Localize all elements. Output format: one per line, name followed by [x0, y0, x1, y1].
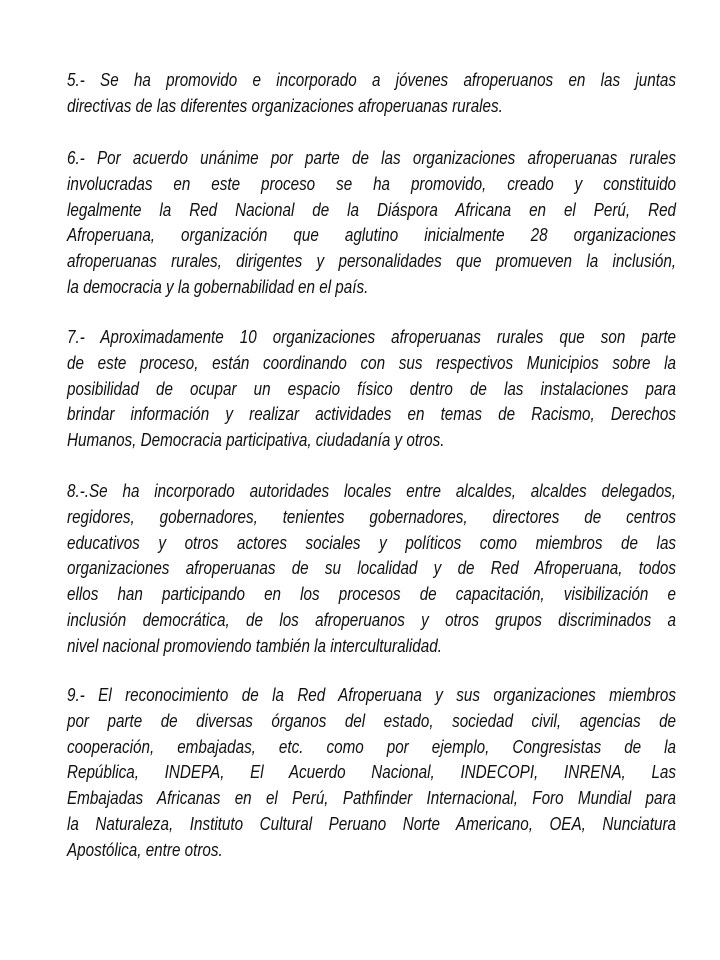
- paragraph-8: [67, 478, 676, 659]
- text-line: afroperuanas rurales, dirigentes y personalidades que promueven la inclusión,: [67, 250, 677, 272]
- text-line: cooperación, embajadas, etc. como por ejemplo, Congresistas de la: [67, 735, 677, 757]
- text-line: posibilidad de ocupar un espacio físico dentro de las instalaciones para: [67, 377, 677, 399]
- text-line: 8.-.Se ha incorporado autoridades locales entre alcaldes, alcaldes delegados,: [67, 480, 677, 501]
- text-line: brindar información y realizar actividades en temas de Racismo, Derechos: [67, 403, 677, 425]
- text-line: República, INDEPA, El Acuerdo Nacional, INDECOPI, INRENA, Las: [67, 761, 677, 783]
- text-line: educativos y otros actores sociales y políticos como miembros de las: [67, 531, 677, 553]
- paragraph-7: [67, 324, 676, 453]
- text-line: nivel nacional promoviendo también la interculturalidad.: [67, 634, 442, 656]
- text-line: 7.- Aproximadamente 10 organizaciones afroperuanas rurales que son parte: [67, 326, 677, 347]
- text-line: 5.- Se ha promovido e incorporado a jóvenes afroperuanos en las juntas: [67, 69, 677, 90]
- paragraph-6: [67, 145, 676, 300]
- paragraph-9: [67, 682, 676, 863]
- text-line: regidores, gobernadores, tenientes gobernadores, directores de centros: [67, 505, 677, 527]
- text-line: por parte de diversas órganos del estado, sociedad civil, agencias de: [67, 709, 677, 731]
- paragraph-5: [67, 67, 676, 119]
- text-line: involucradas en este proceso se ha promovido, creado y constituido: [67, 172, 677, 194]
- text-line: Apostólica, entre otros.: [67, 838, 223, 860]
- text-line: 9.- El reconocimiento de la Red Afroperuana y sus organizaciones miembros: [67, 684, 677, 705]
- text-line: directivas de las diferentes organizaciones afroperuanas rurales.: [67, 94, 503, 116]
- text-line: legalmente la Red Nacional de la Diáspora Africana en el Perú, Red: [67, 198, 677, 220]
- text-line: la Naturaleza, Instituto Cultural Peruano Norte Americano, OEA, Nunciatura: [67, 812, 677, 834]
- text-line: ellos han participando en los procesos de capacitación, visibilización e: [67, 583, 677, 605]
- text-line: de este proceso, están coordinando con sus respectivos Municipios sobre la: [67, 351, 677, 373]
- text-line: inclusión democrática, de los afroperuanos y otros grupos discriminados a: [67, 608, 677, 630]
- text-line: 6.- Por acuerdo unánime por parte de las organizaciones afroperuanas rurales: [67, 147, 677, 168]
- text-line: Humanos, Democracia participativa, ciudadanía y otros.: [67, 429, 445, 451]
- text-line: la democracia y la gobernabilidad en el país.: [67, 275, 369, 297]
- text-line: organizaciones afroperuanas de su localidad y de Red Afroperuana, todos: [67, 557, 677, 579]
- text-line: Afroperuana, organización que aglutino inicialmente 28 organizaciones: [67, 224, 677, 246]
- text-line: Embajadas Africanas en el Perú, Pathfinder Internacional, Foro Mundial para: [67, 787, 677, 809]
